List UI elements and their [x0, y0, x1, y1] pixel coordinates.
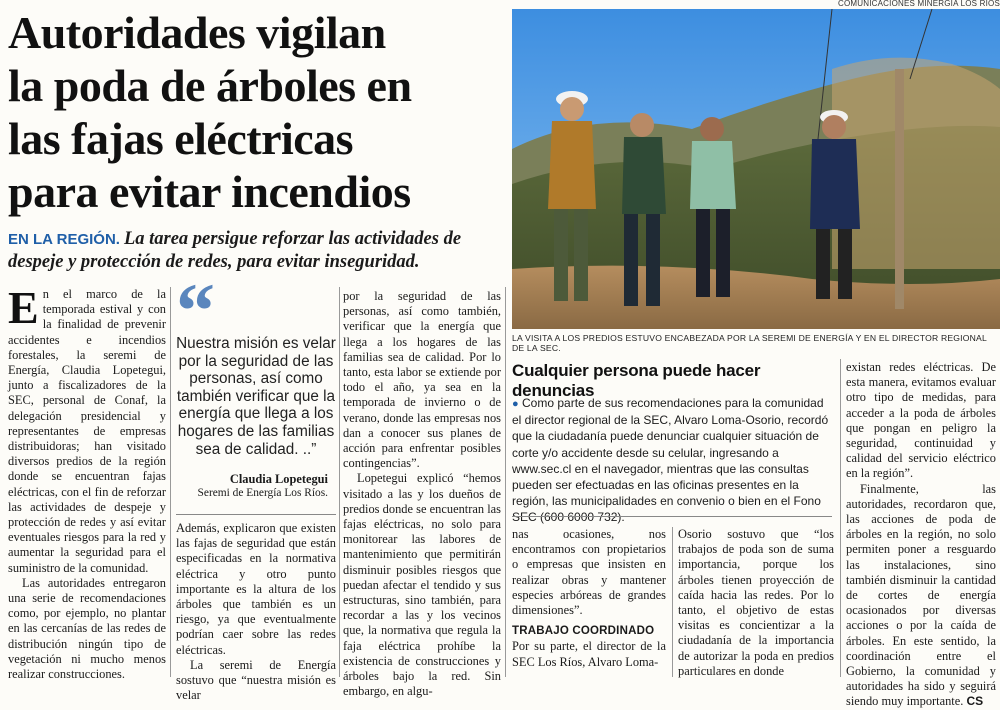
column-divider — [840, 359, 841, 677]
paragraph: La seremi de Energía sostuvo que “nuestra misión es velar — [176, 657, 336, 703]
paragraph: Las autoridades entregaron una serie de recomendaciones como, por ejemplo, no plantar en las cercanías de las redes de distribución ningún tipo de vegetación ni mucho menos realizar construcciones. — [8, 575, 166, 682]
quote-author: Claudia Lopetegui — [229, 472, 328, 487]
article-column-2 — [176, 521, 336, 703]
article-column-1 — [8, 282, 166, 682]
paragraph-text: Finalmente, las autoridades, recordaron que, las acciones de poda de árboles en la región, no solo permiten poner a resguardo las instalaciones, sino también disminuir la cantidad de cortes de energía ocasionados por diversas acciones o por la caída de árboles. En este sentido, la coordinación entre el Gobierno, la comunidad y autoridades ha sido y seguirá siendo muy importante. — [846, 481, 996, 709]
subhead-text: La tarea persigue reforzar las actividades de despeje y protección de redes, para evitar inseguridad. — [8, 229, 462, 272]
column-divider — [170, 287, 171, 677]
bullet-icon: ● — [512, 398, 519, 410]
paragraph: por la seguridad de las personas, así como también, verificar que la energía que llega a los hogares de las familias sea de calidad. Por lo tanto, esta labor se extiende por todo el año, ya sea en la temporada de invierno o de verano, donde las empresas nos dan a conocer sus planes de acción para enfrentar posibles contingencias”. — [343, 289, 501, 471]
headline — [8, 6, 498, 218]
quote-mark-icon: “ — [176, 267, 209, 354]
sidebar-body — [512, 395, 834, 526]
paragraph: existan redes eléctricas. De esta manera, evitamos evaluar otro tipo de medidas, para acceder a la poda de árboles que pongan en peligro la seguridad, continuidad y calidad del servicio eléctrico en la región”. — [846, 360, 996, 481]
article-column-4 — [512, 527, 666, 670]
paragraph — [846, 482, 996, 710]
paragraph-text: n el marco de la temporada estival y con la finalidad de prevenir accidentes e incendios forestales, la seremi de Energía, Claudia Lopetegui, junto a fiscalizadores de la SEC, personal de Conaf, la delegación presidencial y representantes de empresas distribuidoras; han visitado diversos predios de la región donde se encuentran fajas eléctricas, con el fin de reforzar las actividades de despeje y protección de redes y así evitar eventuales riesgos para la red y aumentar la seguridad para el suministro de la comunidad. — [8, 287, 166, 575]
section-subtitle: TRABAJO COORDINADO — [512, 625, 655, 638]
photo-caption: LA VISITA A LOS PREDIOS ESTUVO ENCABEZADA POR LA SEREMI DE ENERGÍA Y EN EL DIRECTOR REGIONAL DE LA SEC. — [512, 333, 987, 353]
end-mark-icon: CS — [966, 694, 984, 709]
quote-divider — [176, 514, 336, 515]
column-divider — [339, 287, 340, 677]
paragraph: Osorio sostuvo que “los trabajos de poda son de suma importancia, porque los árboles tienen proyección de caída hacia las redes. Por lo tanto, el objetivo de estas visitas es concientizar a la ciudadanía de la importancia de autorizar la poda en predios particulares en donde — [678, 527, 834, 678]
headline-line: para evitar incendios — [8, 166, 411, 217]
headline-line: Autoridades vigilan — [8, 7, 386, 58]
dropcap: E — [8, 282, 39, 333]
sidebar-text: Como parte de sus recomendaciones para la comunidad el director regional de la SEC, Alvaro Loma-Osorio, recordó que la ciudadanía puede denunciar cualquier situación de corte y/o accidente desde su celular, ingresando a www.sec.cl en el navegador, mientras que las consultas pueden ser efectuadas en las oficinas presentes en la región, las municipalidades en convenio o bien en el Fono SEC (600 6000 732). — [512, 396, 829, 525]
quote-role: Seremi de Energía Los Ríos. — [197, 487, 328, 500]
article-column-6 — [846, 360, 996, 710]
paragraph: Lopetegui explicó “hemos visitado a las y los dueños de predios donde se encuentran las fajas eléctricas, no solo para monitorear las labores de mantenimiento que permitirán disminuir posibles riesgos que puedan afectar el tendido y sus estructuras, sino también, para recordar a las y los vecinos que, la normativa que regula la faja eléctrica prohíbe la existencia de construcciones y árboles bajo la red. Sin embargo, en algu- — [343, 471, 501, 699]
headline-line: las fajas eléctricas — [8, 113, 354, 164]
paragraph: nas ocasiones, nos encontramos con propietarios o empresas que insisten en realizar obras y mantener especies arbóreas de grandes dimensiones”. — [512, 527, 666, 618]
article-column-5 — [678, 527, 834, 679]
sidebar-title: Cualquier persona puede hacer denuncias — [512, 361, 761, 400]
column-divider — [672, 527, 673, 677]
quote-text: Nuestra misión es velar por la seguridad de las personas, así como también verificar que la energía que llega a los hogares de las familias sea de calidad. ..” — [176, 335, 336, 458]
photo-illustration — [512, 9, 1000, 329]
article-column-3 — [343, 289, 501, 699]
paragraph: Por su parte, el director de la SEC Los Ríos, Alvaro Loma- — [512, 639, 666, 669]
subhead — [8, 228, 498, 274]
kicker: EN LA REGIÓN. — [8, 231, 120, 248]
column-divider — [505, 287, 506, 677]
paragraph: Además, explicaron que existen las fajas de seguridad que están especificadas en la normativa eléctrica y otro punto importante es la altura de los árboles que también es un riesgo, ya que eventualmente podrían caer sobre las redes eléctricas. — [176, 521, 336, 657]
sidebar-divider — [512, 516, 832, 517]
photo-credit: COMUNICACIONES MINERGÍA LOS RÍOS — [838, 0, 1000, 8]
article-photo — [512, 9, 1000, 329]
headline-line: la poda de árboles en — [8, 60, 412, 111]
paragraph — [8, 282, 166, 576]
